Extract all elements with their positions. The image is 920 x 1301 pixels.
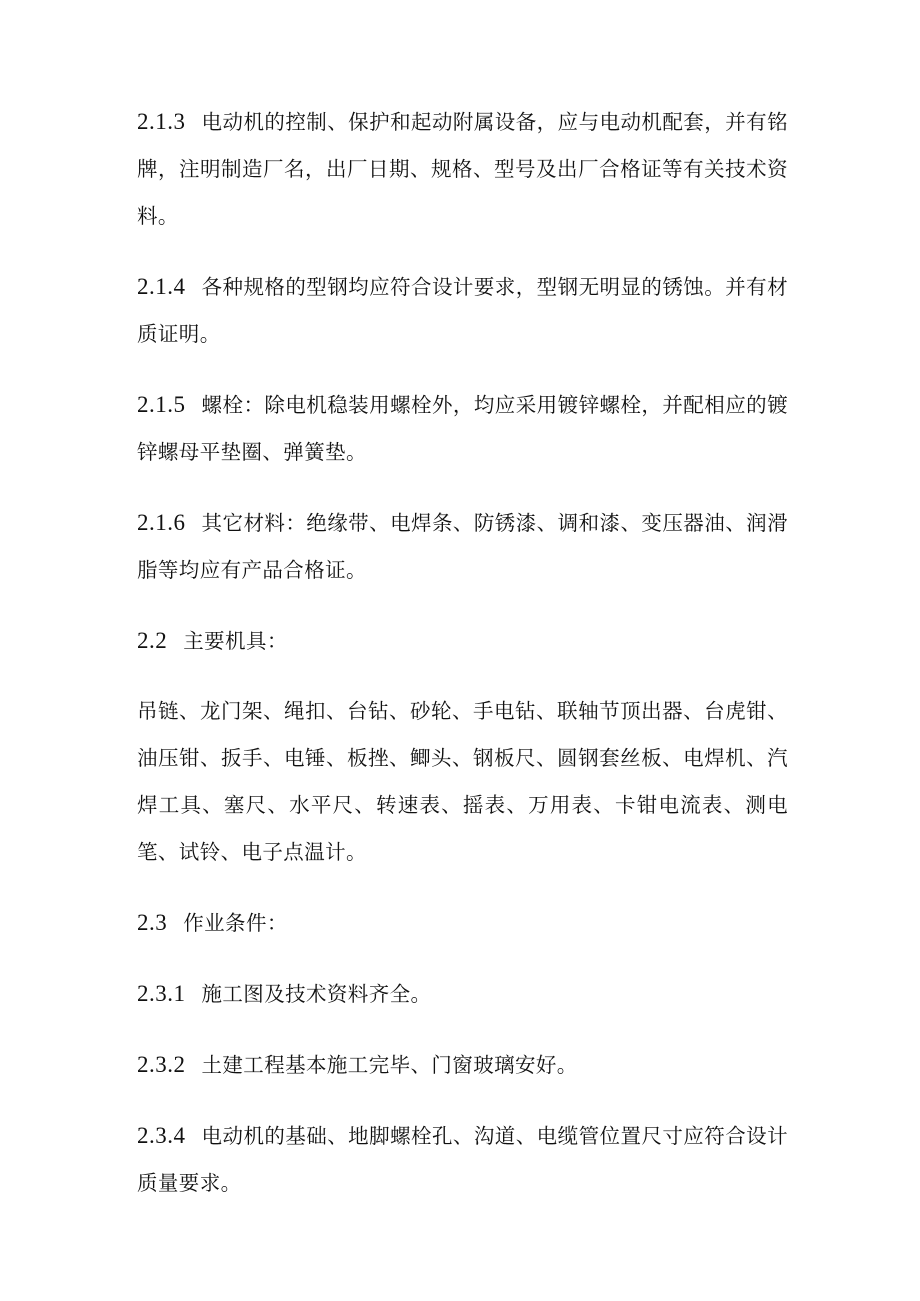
section-number: 2.1.5 xyxy=(137,392,186,417)
paragraph-text: 螺栓：除电机稳装用螺栓外，均应采用镀锌螺栓，并配相应的镀锌螺母平垫圈、弹簧垫。 xyxy=(137,393,788,464)
paragraph-text: 各种规格的型钢均应符合设计要求，型钢无明显的锈蚀。并有材质证明。 xyxy=(137,275,788,346)
paragraph-2-1-6 xyxy=(137,499,788,594)
paragraph-2-3-1 xyxy=(137,970,788,1018)
section-number: 2.3.1 xyxy=(137,981,186,1006)
paragraph-2-1-5 xyxy=(137,381,788,476)
paragraph-text: 施工图及技术资料齐全。 xyxy=(201,982,432,1006)
paragraph-text: 其它材料：绝缘带、电焊条、防锈漆、调和漆、变压器油、润滑脂等均应有产品合格证。 xyxy=(137,511,788,582)
paragraph-2-1-3 xyxy=(137,98,788,240)
heading-2-3 xyxy=(137,899,788,947)
paragraph-text: 土建工程基本施工完毕、门窗玻璃安好。 xyxy=(201,1053,578,1077)
section-number: 2.1.4 xyxy=(137,274,186,299)
heading-2-2 xyxy=(137,617,788,665)
section-number: 2.3 xyxy=(137,910,168,935)
paragraph-text: 吊链、龙门架、绳扣、台钻、砂轮、手电钻、联轴节顶出器、台虎钳、油压钳、扳手、电锤、板挫、鲫头、钢板尺、圆钢套丝板、电焊机、汽焊工具、塞尺、水平尺、转速表、摇表、万用表、卡钳电流表、测电笔、试铃、电子点温计。 xyxy=(137,699,788,864)
heading-text: 主要机具： xyxy=(183,629,288,653)
section-number: 2.1.3 xyxy=(137,109,186,134)
paragraph-2-3-2 xyxy=(137,1041,788,1089)
section-number: 2.3.2 xyxy=(137,1052,186,1077)
section-number: 2.1.6 xyxy=(137,510,186,535)
paragraph-2-1-4 xyxy=(137,263,788,358)
paragraph-text: 电动机的控制、保护和起动附属设备，应与电动机配套，并有铭牌，注明制造厂名，出厂日期、规格、型号及出厂合格证等有关技术资料。 xyxy=(137,110,788,228)
heading-text: 作业条件： xyxy=(183,911,288,935)
section-number: 2.2 xyxy=(137,628,168,653)
section-number: 2.3.4 xyxy=(137,1123,186,1148)
paragraph-text: 电动机的基础、地脚螺栓孔、沟道、电缆管位置尺寸应符合设计质量要求。 xyxy=(137,1124,788,1195)
paragraph-tool-list xyxy=(137,688,788,876)
paragraph-2-3-4 xyxy=(137,1112,788,1207)
